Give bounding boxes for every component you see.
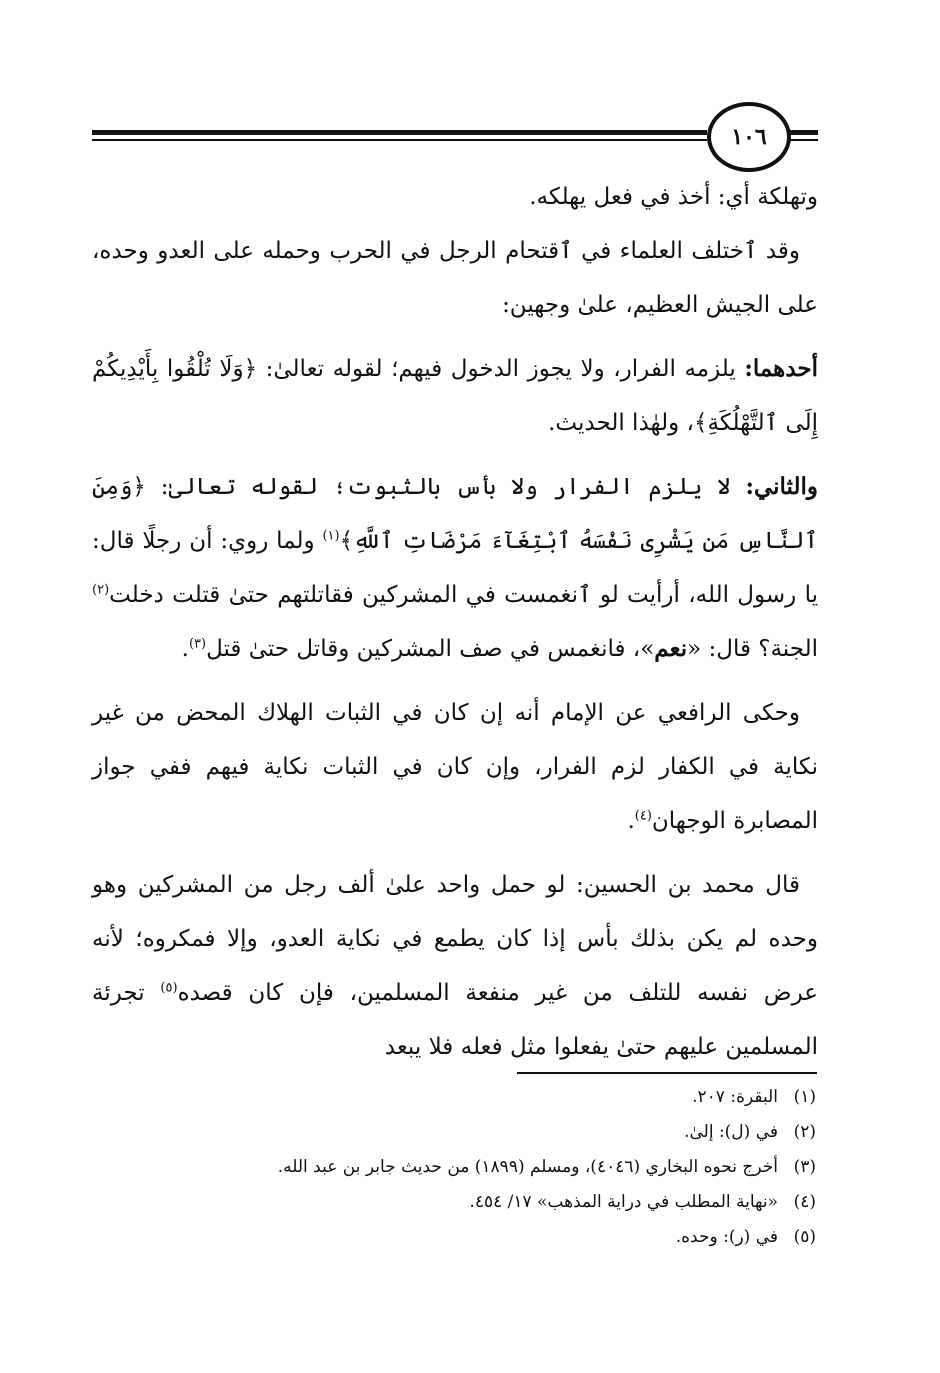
footnote-text: أخرج نحوه البخاري (٤٠٤٦)، ومسلم (١٨٩٩) من حديث جابر بن عبد الله. — [277, 1157, 778, 1177]
paragraph-4 — [92, 460, 818, 676]
quran-verse-1: ﴿وَلَا تُلْقُوا بِأَيْدِيكُمْ إِلَى ٱلتَّهْلُكَةِ﴾ — [92, 356, 818, 436]
footnote-text: في (ل): إلىٰ. — [684, 1122, 778, 1142]
footnote-ref-3[interactable]: (٣) — [188, 636, 207, 652]
footnote-ref-2[interactable]: (٢) — [92, 582, 110, 598]
page-number: ١٠٦ — [707, 102, 791, 172]
footnote-number: (١) — [793, 1087, 816, 1107]
page-header — [0, 100, 940, 170]
muhammad-text: قال محمد بن الحسين: لو حمل واحد علىٰ ألف رجل من المشركين وهو وحده لم يكن بذلك بأس إذا كان يطمع في نكاية العدو، وإلا فمكروه؛ لأنه عرض نفسه للتلف من غير منفعة المسلمين، فإن كان قصده — [92, 872, 818, 1006]
footnote-text: البقرة: ٢٠٧. — [692, 1087, 778, 1107]
paragraph-5 — [92, 686, 818, 848]
main-text — [92, 170, 818, 1084]
header-rule-thick — [92, 130, 707, 135]
hadith-end-dot: . — [181, 636, 189, 662]
footnote-separator — [517, 1072, 817, 1074]
footnote-3 — [100, 1150, 816, 1185]
hadith-end: »، فانغمس في صف المشركين وقاتل حتىٰ قتل — [206, 636, 655, 662]
hadith-question: الجنة؟ قال: « — [687, 636, 818, 662]
first-view-text: يلزمه الفرار، ولا يجوز الدخول فيهم؛ لقوله تعالىٰ: — [257, 356, 736, 382]
paragraph-6 — [92, 858, 818, 1074]
footnotes — [100, 1080, 816, 1255]
second-view-text: لا يلزم الفرار ولا بأس بالثبوت؛ لقوله تعالىٰ: — [145, 474, 731, 500]
footnote-text: في (ر): وحده. — [675, 1227, 778, 1247]
footnote-ref-4[interactable]: (٤) — [634, 808, 652, 824]
muhammad-text-end: تجرئة المسلمين عليهم حتىٰ يفعلوا مثل فعله فلا يبعد — [92, 980, 818, 1060]
hadith-answer: نعم — [654, 635, 688, 662]
header-rule-tail — [790, 130, 818, 135]
second-view-label: والثاني: — [745, 473, 818, 500]
footnote-2 — [100, 1115, 816, 1150]
paragraph-1: وتهلكة أي: أخذ في فعل يهلكه. — [529, 184, 818, 210]
footnote-4 — [100, 1185, 816, 1220]
hadith-text: ولما روي: أن رجلًا قال: يا رسول الله، أرأيت لو ٱنغمست في المشركين فقاتلتهم حتىٰ قتلت دخلت — [92, 528, 818, 608]
footnote-ref-1[interactable]: (١) — [322, 528, 340, 544]
paragraph-2-text: وقد ٱختلف العلماء في ٱقتحام الرجل في الحرب وحمله على العدو وحده، على الجيش العظيم، علىٰ وجهين: — [92, 238, 818, 318]
footnote-number: (٥) — [793, 1227, 816, 1247]
footnote-1 — [100, 1080, 816, 1115]
quran-verse-2: ﴿وَمِنَ ٱلنَّاسِ مَن يَشْرِى نَفْسَهُ ٱبْتِغَآءَ مَرْضَاتِ ٱللَّهِ﴾ — [92, 474, 818, 554]
first-view-tail: ، ولهٰذا الحديث. — [548, 410, 694, 436]
footnote-ref-5[interactable]: (٥) — [160, 980, 178, 996]
footnote-number: (٤) — [793, 1192, 816, 1212]
header-rule-thin — [92, 139, 707, 141]
footnote-text: «نهاية المطلب في دراية المذهب» ١٧/ ٤٥٤. — [469, 1192, 778, 1212]
footnote-number: (٢) — [793, 1122, 816, 1142]
footnote-number: (٣) — [793, 1157, 816, 1177]
header-rule-tail-thin — [790, 139, 818, 141]
footnote-5 — [100, 1220, 816, 1255]
paragraph-3 — [92, 342, 818, 450]
rafii-text: وحكى الرافعي عن الإمام أنه إن كان في الثبات الهلاك المحض من غير نكاية في الكفار لزم الفرار، وإن كان في الثبات نكاية فيهم ففي جواز المصابرة الوجهان — [92, 700, 818, 834]
paragraph-2 — [92, 224, 818, 332]
rafii-dot: . — [627, 808, 635, 834]
first-view-label: أحدهما: — [744, 355, 818, 382]
